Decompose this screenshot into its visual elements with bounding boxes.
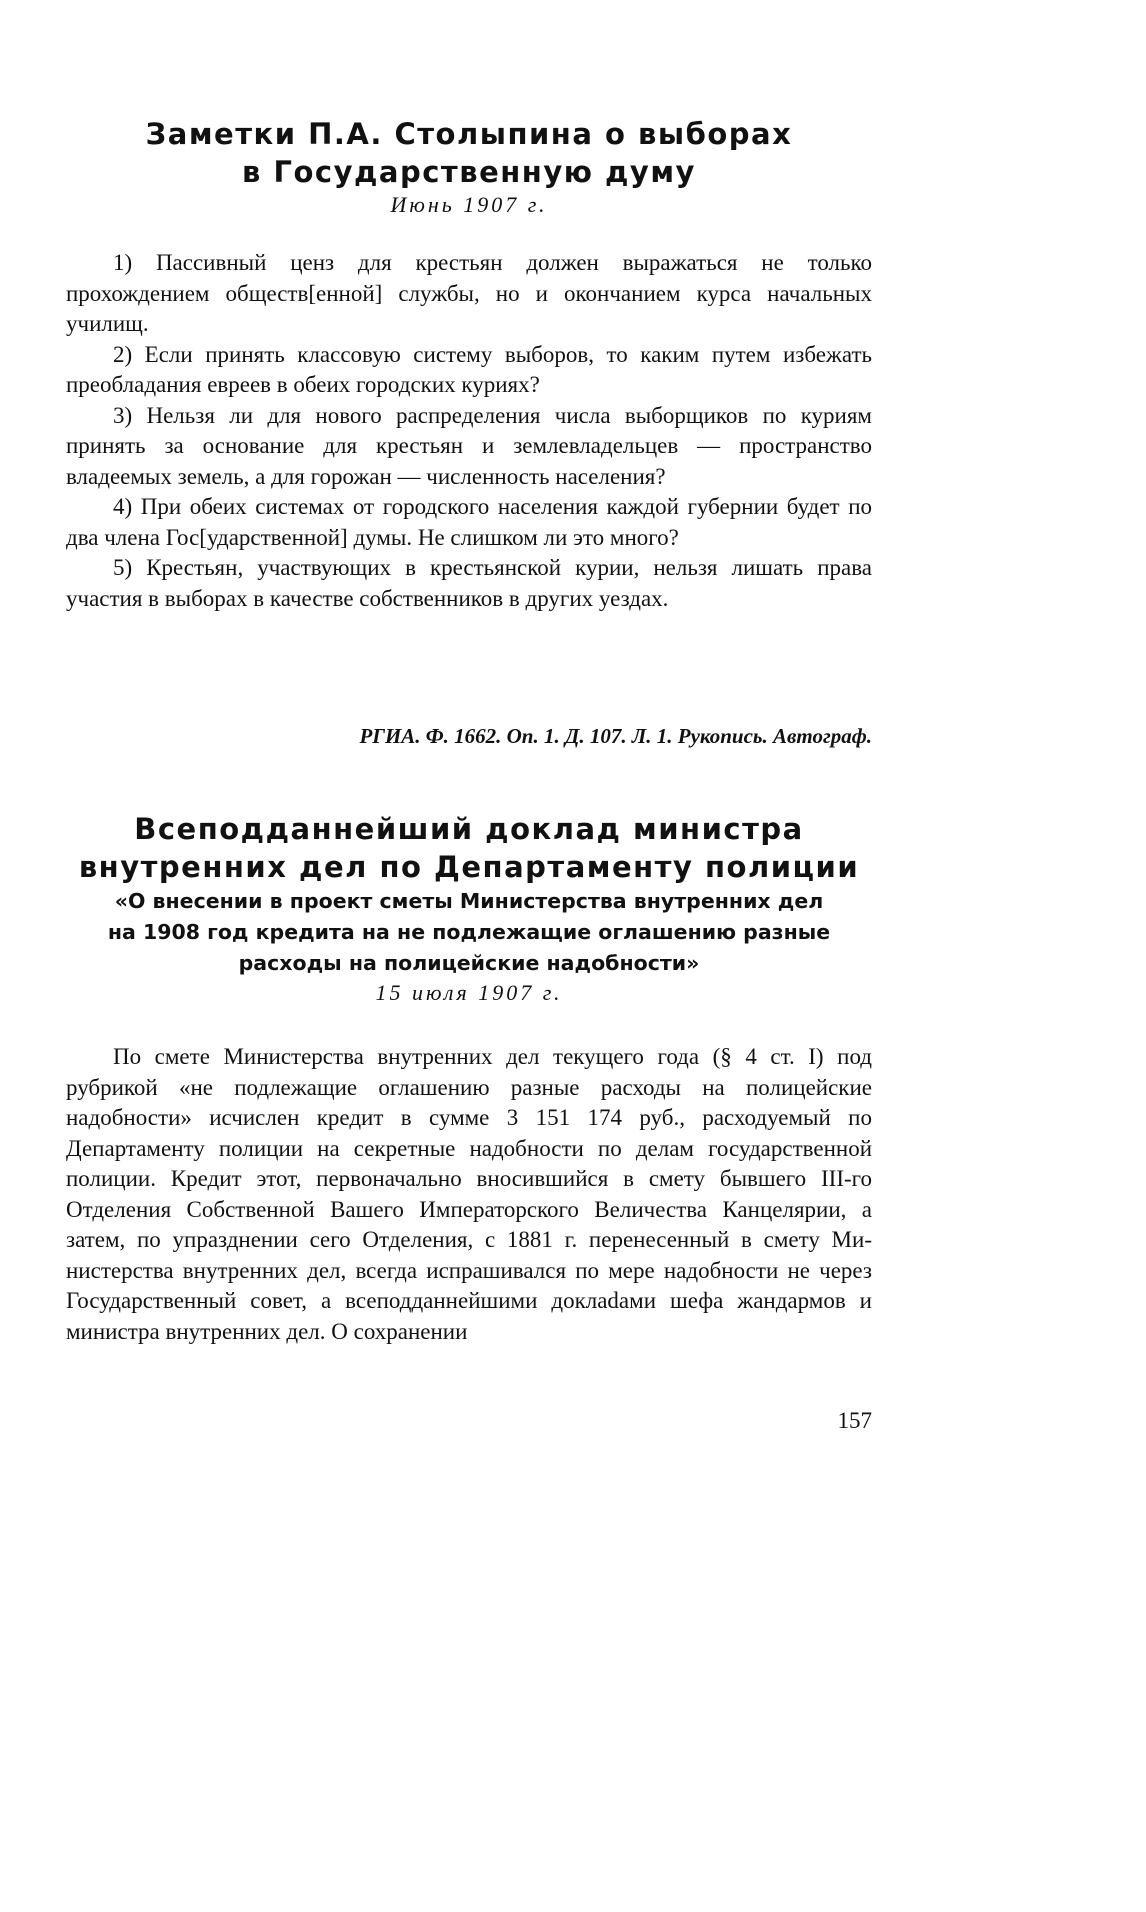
section2-body (66, 1042, 872, 1347)
section1-body (66, 248, 872, 614)
section1-paragraph-1: 1) Пассивный ценз для крестьян должен выражаться не только прохождением обществ[енной] службы, но и окончанием курса начальных училищ. (66, 250, 872, 336)
section1-archive-reference (66, 722, 872, 750)
section1-paragraph-3: 3) Нельзя ли для нового распределения числа выборщиков по куриям принять за основание для крестьян и землевладельцев — пространство владеемых земель, а для горожан — численность населения? (66, 402, 872, 489)
section-stolypin-notes (66, 115, 872, 219)
section1-title-line1: Заметки П.А. Столыпина о выборах (145, 117, 793, 151)
section1-paragraph-2: 2) Если принять классовую систему выборов, то каким путем избежать преобладания евреев в обеих городских куриях? (66, 341, 872, 397)
section2-paragraph: По смете Министерства внутренних дел текущего года (§ 4 ст. I) под рубрикой «не подлежащие оглашению разные расходы на полицейские надобности» исчислен кредит в сумме 3 151 174 руб., расходуемый по Департаменту полиции на секретные надобности по делам государственной полиции. Кредит этот, первоначально вносившийся в смету бывшего III-го Отделения Собственной Вашего Императорского Величества Канцелярии, а затем, по упразднении сего Отделения, с 1881 г. перенесенный в смету Министерства внутренних дел, всегда испрашивался по мере надобности не через Государственный совет, а всеподданнейшими доклаdами шефа жандармов и министра внутренних дел. О сохранении (66, 1044, 872, 1344)
section1-paragraph-4: 4) При обеих системах от городского населения каждой губернии будет по два члена Гос[ударственной] думы. Не слишком ли это много? (66, 494, 872, 550)
section2-title-line2: внутренних дел по Департаменту полиции (78, 850, 860, 884)
section-ministry-report (66, 810, 872, 1007)
section1-date: Июнь 1907 г. (390, 192, 548, 217)
page-number: 157 (837, 1408, 872, 1433)
section2-subtitle-line1: «О внесении в проект сметы Министерства внутренних дел (114, 889, 824, 913)
section2-date: 15 июля 1907 г. (375, 980, 563, 1005)
section2-subtitle-line2: на 1908 год кредита на не подлежащие оглашению разные (107, 920, 831, 944)
section2-title-line1: Всеподданнейший доклад министра (134, 812, 804, 846)
section2-subtitle-line3: расходы на полицейские надобности» (238, 951, 700, 975)
section1-title-line2: в Государственную думу (242, 155, 696, 189)
section1-paragraph-5: 5) Крестьян, участвующих в крестьянской курии, нельзя лишать права участия в выборах в качестве собственников в других уездах. (66, 555, 872, 611)
archive-reference: РГИА. Ф. 1662. Оп. 1. Д. 107. Л. 1. Рукопись. Автограф. (359, 724, 872, 748)
